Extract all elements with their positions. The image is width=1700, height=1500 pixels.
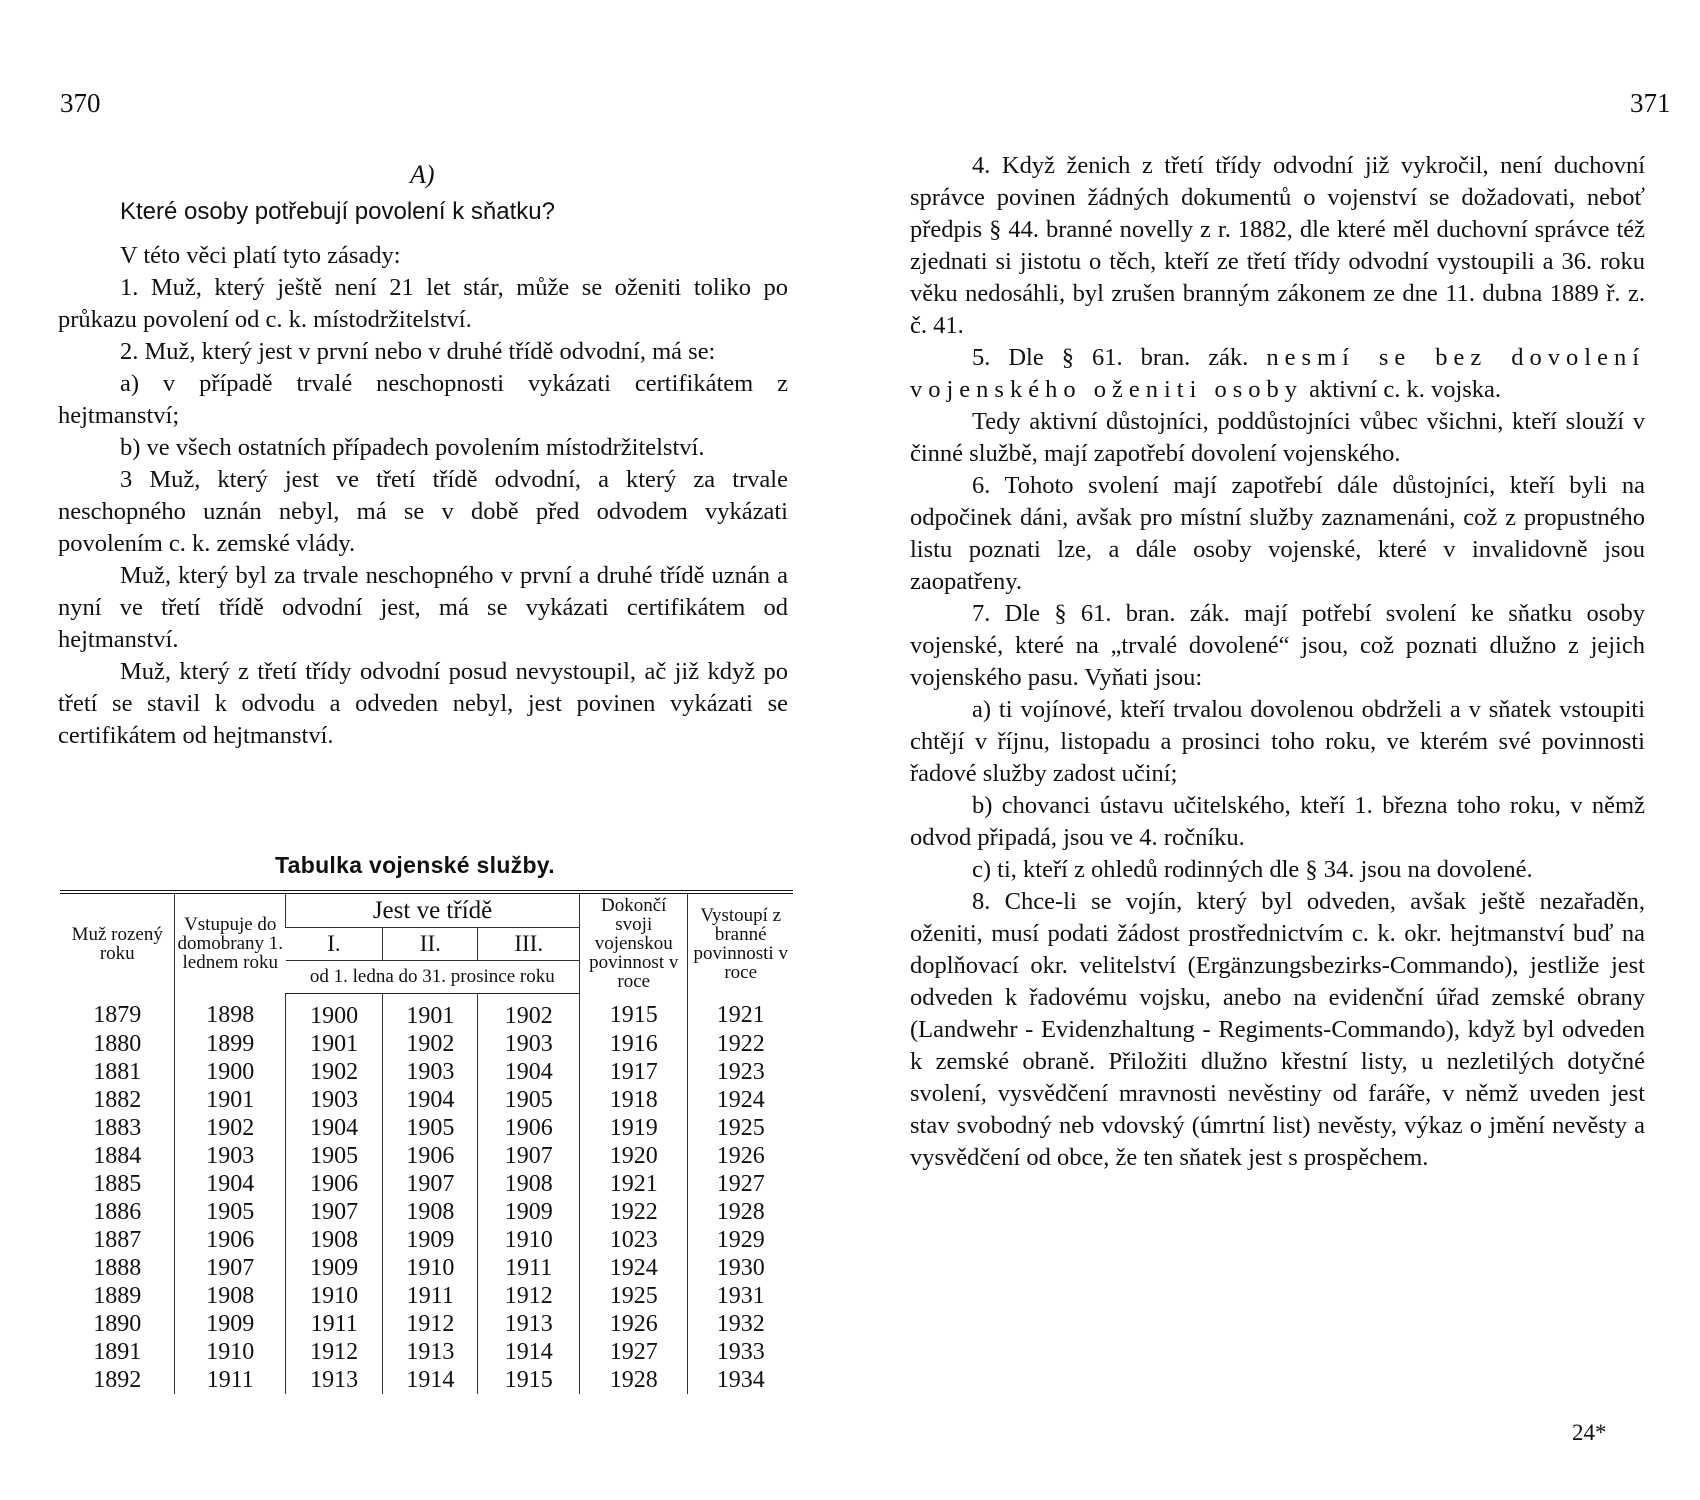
table-cell: 1913: [478, 1310, 580, 1338]
paragraph-rule-3c: Muž, který z třetí třídy odvodní posud nevystoupil, ač již když po třetí se stavil k odvodu a odveden nebyl, jest povinen vykázati se certifikátem od hejtmanství.: [58, 658, 788, 749]
paragraph-7c: c) ti, kteří z ohledů rodinných dle § 34. jsou na dovolené.: [972, 856, 1533, 883]
table-cell: 1911: [478, 1254, 580, 1282]
table-row: [60, 993, 793, 1030]
table-cell: 1933: [688, 1338, 793, 1366]
table-cell: 1912: [383, 1310, 478, 1338]
table-cell: 1884: [93, 1142, 142, 1169]
table-cell: 1910: [478, 1226, 580, 1254]
table-cell: 1915: [478, 1366, 580, 1394]
table-cell: 1916: [580, 1030, 688, 1058]
table-cell: 1901: [286, 1030, 383, 1058]
table-row: [60, 1030, 793, 1058]
table-cell: 1925: [580, 1282, 688, 1310]
table-cell: 1909: [478, 1198, 580, 1226]
table-cell: 1921: [688, 993, 793, 1030]
table-cell: 1912: [286, 1338, 383, 1366]
table-cell: 1927: [688, 1170, 793, 1198]
table-cell: 1904: [175, 1170, 286, 1198]
table-cell: 1903: [286, 1086, 383, 1114]
table-cell: 1925: [688, 1114, 793, 1142]
signature-mark: 24*: [1572, 1420, 1607, 1445]
table-row: [60, 1170, 793, 1198]
table-cell: 1907: [175, 1254, 286, 1282]
header-date-range: od 1. ledna do 31. prosince roku: [286, 960, 580, 993]
paragraph-6: 6. Tohoto svolení mají zapotřebí dále důstojníci, kteří byli na odpočinek dáni, avšak pro místní služby zaznamenáni, což z propustného listu poznati lze, a dále osoby vojenské, které v invalidovně jsou zaopatřeny.: [910, 472, 1645, 595]
table-row: [60, 1254, 793, 1282]
table-row: [60, 1282, 793, 1310]
table-cell: 1929: [688, 1226, 793, 1254]
table-cell: 1891: [93, 1338, 142, 1365]
table-cell: 1910: [286, 1282, 383, 1310]
section-title: Které osoby potřebují povolení k sňatku?: [120, 198, 555, 225]
table-cell: 1906: [175, 1226, 286, 1254]
table-cell: 1910: [175, 1338, 286, 1366]
table-cell: 1892: [93, 1366, 142, 1393]
table-cell: 1924: [580, 1254, 688, 1282]
table-cell: 1906: [383, 1142, 478, 1170]
table-cell: 1926: [688, 1142, 793, 1170]
paragraph-5b: Tedy aktivní důstojníci, poddůstojníci vůbec všichni, kteří slouží v činné službě, mají zapotřebí dovolení vojenského.: [910, 408, 1645, 467]
table-cell: 1909: [383, 1226, 478, 1254]
table-cell: 1880: [93, 1030, 142, 1057]
table-cell: 1887: [93, 1226, 142, 1253]
header-born: Muž rozený roku: [60, 892, 175, 993]
table-cell: 1934: [688, 1366, 793, 1394]
table-cell: 1920: [580, 1142, 688, 1170]
table-cell: 1911: [175, 1366, 286, 1394]
table-cell: 1898: [175, 993, 286, 1030]
header-class-3: III.: [478, 927, 580, 960]
paragraph-rule-2a: a) v případě trvalé neschopnosti vykázati certifikátem z hejtmanství;: [58, 370, 788, 429]
table-cell: 1908: [383, 1198, 478, 1226]
paragraph-intro: V této věci platí tyto zásady:: [120, 242, 401, 269]
table-cell: 1905: [286, 1142, 383, 1170]
page-number-right: 371: [1630, 88, 1671, 118]
paragraph-5-start: 5. Dle § 61. bran. zák.: [972, 344, 1249, 371]
table-cell: 1905: [478, 1086, 580, 1114]
table-cell: 1917: [580, 1058, 688, 1086]
table-cell: 1908: [478, 1170, 580, 1198]
table-cell: 1905: [383, 1114, 478, 1142]
right-page: [850, 0, 1700, 1500]
header-exits: Vystoupí z branné povinnosti v roce: [688, 892, 793, 993]
table-cell: 1881: [93, 1058, 142, 1085]
table-cell: 1930: [688, 1254, 793, 1282]
table-cell: 1907: [383, 1170, 478, 1198]
paragraph-7a: a) ti vojínové, kteří trvalou dovolenou obdrželi a v sňatek vstoupiti chtějí v říjnu, listopadu a prosinci toho roku, ve kterém své povinnosti řadové služby zadost učiní;: [910, 696, 1645, 787]
paragraph-5: [910, 342, 1645, 406]
table-cell: 1927: [580, 1338, 688, 1366]
table-cell: 1923: [688, 1058, 793, 1086]
table-cell: 1909: [286, 1254, 383, 1282]
table-cell: 1913: [383, 1338, 478, 1366]
paragraph-5-end: aktivní c. k. vojska.: [1309, 376, 1502, 403]
table-cell: 1909: [175, 1310, 286, 1338]
table-cell: 1919: [580, 1114, 688, 1142]
table-cell: 1922: [580, 1198, 688, 1226]
paragraph-rule-2: 2. Muž, který jest v první nebo v druhé třídě odvodní, má se:: [120, 338, 716, 365]
table-cell: 1888: [93, 1254, 142, 1281]
table-cell: 1879: [93, 1002, 142, 1029]
table-cell: 1901: [383, 993, 478, 1030]
right-body-text: [910, 150, 1645, 1174]
table-cell: 1902: [478, 993, 580, 1030]
table-cell: 1885: [93, 1170, 142, 1197]
left-body-text: [58, 240, 788, 752]
table-row: [60, 1310, 793, 1338]
table-cell: 1906: [286, 1170, 383, 1198]
table-row: [60, 1114, 793, 1142]
table-cell: 1915: [580, 993, 688, 1030]
table-cell: 1900: [175, 1058, 286, 1086]
table-cell: 1901: [175, 1086, 286, 1114]
table-cell: 1904: [383, 1086, 478, 1114]
paragraph-rule-1: 1. Muž, který ještě není 21 let stár, může se oženiti toliko po průkazu povolení od c. k. místodržitelství.: [58, 274, 788, 333]
table-cell: 1931: [688, 1282, 793, 1310]
table-title: Tabulka vojenské služby.: [275, 852, 555, 878]
paragraph-rule-3: 3 Muž, který jest ve třetí třídě odvodní, a který za trvale neschopného uznán nebyl, má se v době před odvodem vykázati povolením c. k. zemské vlády.: [58, 466, 788, 557]
table-cell: 1023: [580, 1226, 688, 1254]
header-class-1: I.: [286, 927, 383, 960]
table-cell: 1907: [286, 1198, 383, 1226]
table-cell: 1908: [175, 1282, 286, 1310]
table-cell: 1886: [93, 1198, 142, 1225]
table-row: [60, 1338, 793, 1366]
header-class-group: Jest ve třídě: [286, 892, 580, 927]
table-cell: 1907: [478, 1142, 580, 1170]
paragraph-7: 7. Dle § 61. bran. zák. mají potřebí svolení ke sňatku osoby vojenské, které na „trvalé dovolené“ jsou, což poznati dlužno z jejich vojenského pasu. Vyňati jsou:: [910, 600, 1645, 691]
table-cell: 1910: [383, 1254, 478, 1282]
table-cell: 1902: [175, 1114, 286, 1142]
table-cell: 1902: [383, 1030, 478, 1058]
table-cell: 1889: [93, 1282, 142, 1309]
table-cell: 1904: [286, 1114, 383, 1142]
table-cell: 1903: [383, 1058, 478, 1086]
table-cell: 1932: [688, 1310, 793, 1338]
table-cell: 1926: [580, 1310, 688, 1338]
table-cell: 1928: [580, 1366, 688, 1394]
table-cell: 1908: [286, 1226, 383, 1254]
table-cell: 1918: [580, 1086, 688, 1114]
table-cell: 1905: [175, 1198, 286, 1226]
header-enters: Vstupuje do domobrany 1. lednem roku: [175, 892, 286, 993]
table-cell: 1922: [688, 1030, 793, 1058]
table-cell: 1913: [286, 1366, 383, 1394]
table-row: [60, 1058, 793, 1086]
table-cell: 1900: [286, 993, 383, 1030]
table-cell: 1928: [688, 1198, 793, 1226]
table-cell: 1921: [580, 1170, 688, 1198]
table-cell: 1883: [93, 1114, 142, 1141]
paragraph-7b: b) chovanci ústavu učitelského, kteří 1. března toho roku, v němž odvod připadá, jsou ve 4. ročníku.: [910, 792, 1645, 851]
page-number-left: 370: [60, 88, 101, 118]
table-cell: 1903: [175, 1142, 286, 1170]
paragraph-rule-2b: b) ve všech ostatních případech povolením místodržitelství.: [120, 434, 705, 461]
table-cell: 1914: [478, 1338, 580, 1366]
paragraph-4: 4. Když ženich z třetí třídy odvodní již vykročil, není duchovní správce povinen žádných dokumentů o vojenství se dožadovati, neboť předpis § 44. branné novelly z r. 1882, dle které měl duchovní správce též zjednati si jistotu o těch, kteří ze třetí třídy odvodní vystoupili a 36. roku věku nedosáhli, byl zrušen branným zákonem ze dne 11. dubna 1889 ř. z. č. 41.: [910, 152, 1645, 339]
table-cell: 1914: [383, 1366, 478, 1394]
table-cell: 1912: [478, 1282, 580, 1310]
header-class-2: II.: [383, 927, 478, 960]
table-row: [60, 1198, 793, 1226]
table-row: [60, 1086, 793, 1114]
table-cell: 1904: [478, 1058, 580, 1086]
header-completes: Dokončí svoji vojenskou povinnost v roce: [580, 892, 688, 993]
paragraph-8: 8. Chce-li se vojín, který byl odveden, avšak ještě nezařaděn, oženiti, musí podati žádost prostřednictvím c. k. okr. hejtmanství buď na doplňovací okr. velitelství (Ergänzungsbezirks-Commando), jestliže jest odveden k řadovému vojsku, anebo na evidenční úřad zemské obrany (Landwehr - Evidenzhaltung - Regiments-Commando), když byl odveden k zemské obraně. Přiložiti dlužno křestní listy, u nezletilých dotyčné svolení, vysvědčení mravnosti nevěstiny od faráře, v němž uveden jest stav svobodný neb vdovský (úmrtní list) nevěsty, výkaz o jmění nevěsty a vysvědčení od obce, že ten sňatek jest s prospěchem.: [910, 888, 1645, 1171]
table-cell: 1911: [383, 1282, 478, 1310]
military-service-table: [60, 890, 793, 1394]
table-cell: 1903: [478, 1030, 580, 1058]
paragraph-5-spaced: nesmí se bez dovolení vojenského oženiti osoby: [910, 344, 1646, 403]
table-cell: 1911: [286, 1310, 383, 1338]
table-cell: 1882: [93, 1086, 142, 1113]
table-body: [60, 993, 793, 1394]
table-row: [60, 1226, 793, 1254]
paragraph-rule-3b: Muž, který byl za trvale neschopného v první a druhé třídě uznán a nyní ve třetí třídě odvodní jest, má se vykázati certifikátem od hejtmanství.: [58, 562, 788, 653]
table-row: [60, 1366, 793, 1394]
table-cell: 1902: [286, 1058, 383, 1086]
table-cell: 1890: [93, 1310, 142, 1337]
table-cell: 1899: [175, 1030, 286, 1058]
table-row: [60, 1142, 793, 1170]
table-cell: 1924: [688, 1086, 793, 1114]
section-letter: A): [410, 160, 435, 189]
table-cell: 1906: [478, 1114, 580, 1142]
